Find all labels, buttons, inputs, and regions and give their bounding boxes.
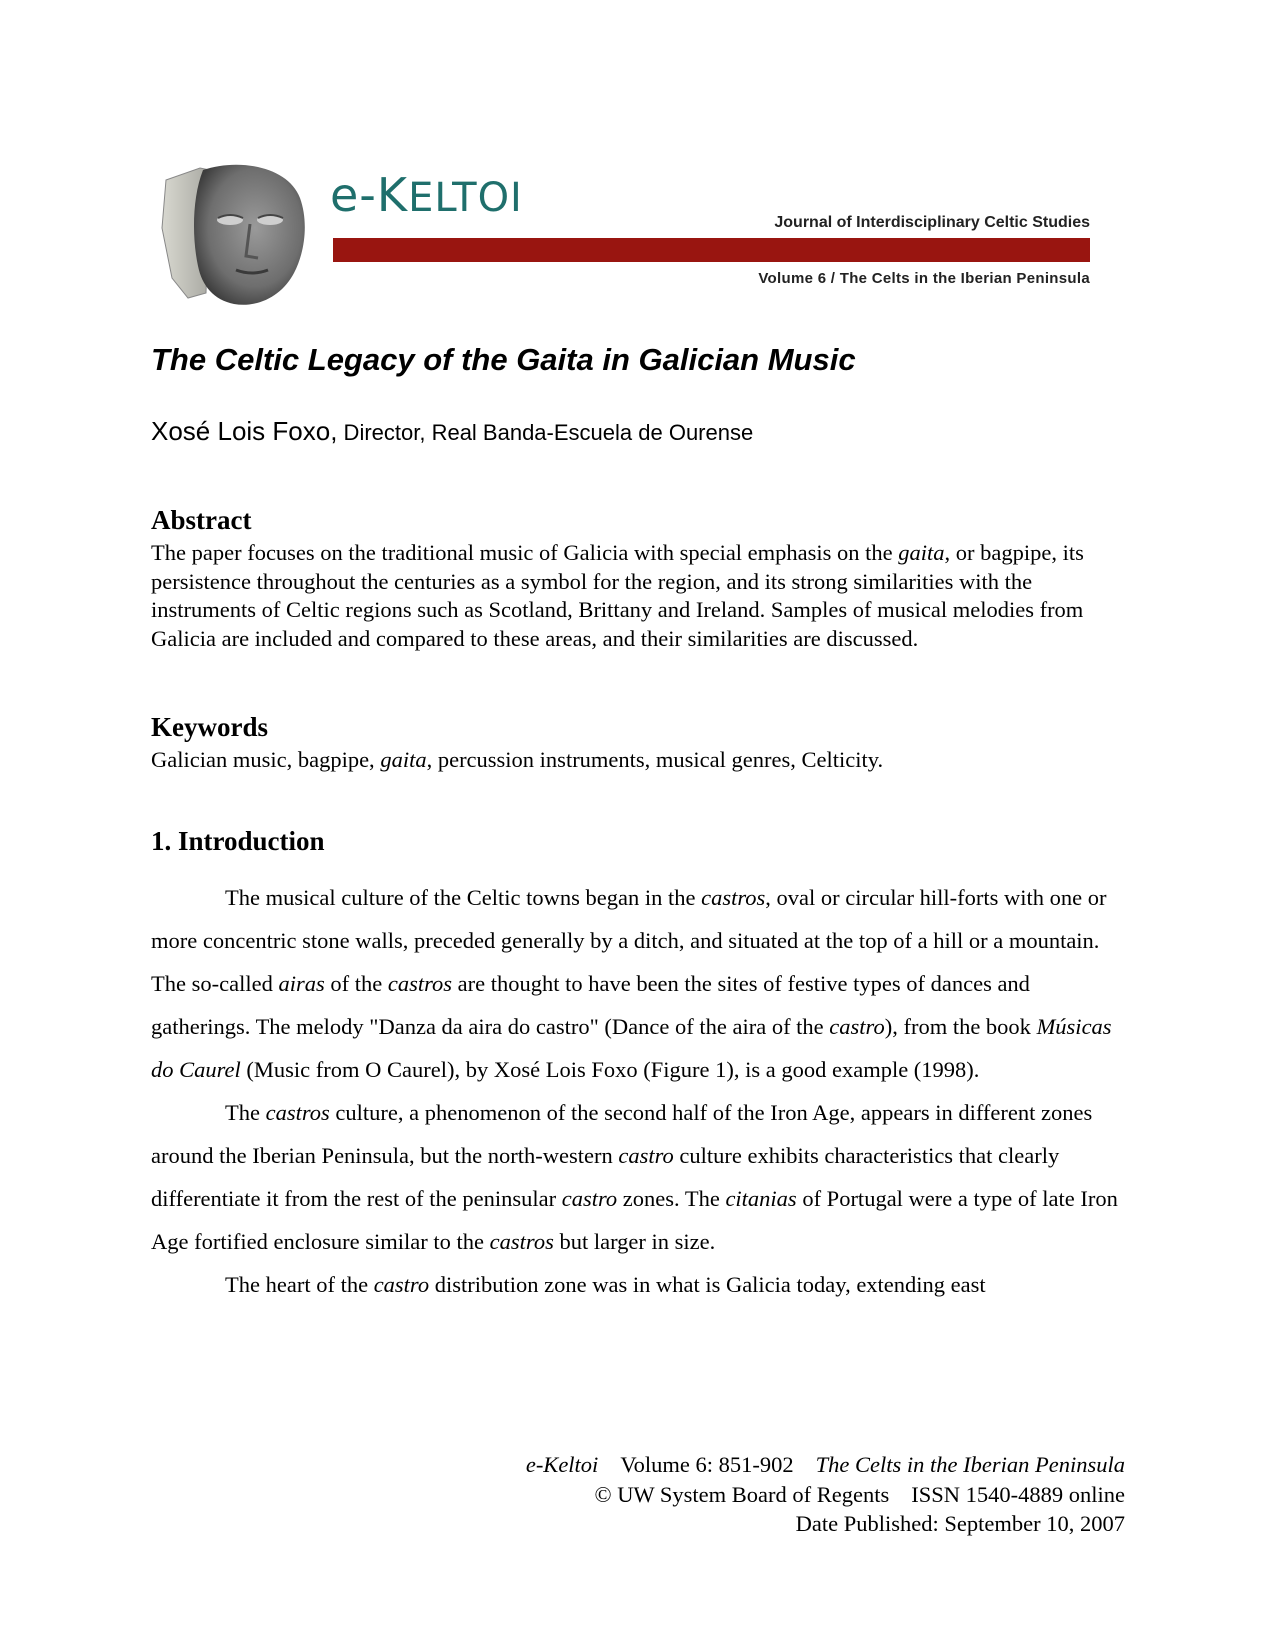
author-line xyxy=(151,416,753,447)
italic-term: castros xyxy=(265,1100,330,1125)
abstract-heading: Abstract xyxy=(151,505,252,535)
footer-copyright-line xyxy=(526,1480,1125,1510)
volume-label: Volume 6 / The Celts in the Iberian Peninsula xyxy=(758,270,1090,287)
italic-term: castro xyxy=(373,1272,430,1297)
brand-prefix: e- xyxy=(330,168,377,222)
page-footer xyxy=(526,1450,1125,1539)
keywords-text-part: Galician music, bagpipe, xyxy=(151,747,381,772)
journal-brand-logo xyxy=(330,168,523,222)
journal-name: Journal of Interdisciplinary Celtic Studies xyxy=(774,214,1090,231)
footer-copyright: © UW System Board of Regents xyxy=(594,1481,890,1507)
introduction-body xyxy=(151,876,1126,1306)
text: of Portugal were a type of late Iron Age fortified enclosure similar to the xyxy=(151,1186,1118,1254)
abstract-text-part: , or bagpipe, its persistence throughout the centuries as a symbol for the region, and its strong similarities with the instruments of Celtic regions such as Scotland, Brittany and Ireland. Samples of musical melodies from Galicia are included and compared to these areas, and their similarities are discussed. xyxy=(151,540,1084,651)
text: , oval or circular hill-forts with one or more concentric stone walls, preceded generally by a ditch, and situated at the top of a hill or a mountain. The so-called xyxy=(151,885,1107,996)
text: culture, a phenomenon of the second half of the Iron Age, appears in different zones around the Iberian Peninsula, but the north-western xyxy=(151,1100,1093,1168)
footer-issn: ISSN 1540-4889 online xyxy=(911,1481,1125,1507)
abstract-text xyxy=(151,539,1111,653)
author-name: Xosé Lois Foxo, xyxy=(151,416,338,446)
keywords-text-part: , percussion instruments, musical genres, Celticity. xyxy=(426,747,884,772)
text: zones. The xyxy=(617,1186,726,1211)
article-title: The Celtic Legacy of the Gaita in Galician Music xyxy=(151,342,856,377)
text: of the xyxy=(324,971,388,996)
keywords-text-italic: gaita xyxy=(380,747,427,772)
italic-term: airas xyxy=(278,971,325,996)
footer-volume-pages: Volume 6: 851-902 xyxy=(620,1452,794,1477)
text: The musical culture of the Celtic towns began in the xyxy=(225,885,702,910)
keywords-text xyxy=(151,746,1111,775)
abstract-text-part: The paper focuses on the traditional music of Galicia with special emphasis on the xyxy=(151,540,899,565)
text: ), from the book xyxy=(884,1014,1037,1039)
stone-head-logo-image xyxy=(158,158,318,308)
paragraph-2 xyxy=(151,1091,1126,1263)
footer-issue-title: The Celts in the Iberian Peninsula xyxy=(815,1452,1125,1477)
italic-term: castro xyxy=(561,1186,618,1211)
italic-book-title: Músicas do Caurel xyxy=(151,1014,1112,1082)
keywords-heading: Keywords xyxy=(151,712,268,742)
footer-journal: e-Keltoi xyxy=(525,1452,599,1477)
masthead-red-bar xyxy=(333,238,1090,262)
text: The heart of the xyxy=(225,1272,374,1297)
introduction-heading: 1. Introduction xyxy=(151,826,325,856)
paragraph-3 xyxy=(151,1263,1126,1306)
italic-term: castros xyxy=(489,1229,554,1254)
brand-rest: ELTOI xyxy=(408,175,523,221)
abstract-text-italic: gaita xyxy=(898,540,945,565)
italic-term: castros xyxy=(701,885,766,910)
text: culture exhibits characteristics that clearly differentiate it from the rest of the peninsular xyxy=(151,1143,1060,1211)
footer-date: Date Published: September 10, 2007 xyxy=(795,1511,1125,1536)
paragraph-1 xyxy=(151,876,1126,1091)
italic-term: castro xyxy=(829,1014,885,1039)
brand-k: K xyxy=(376,168,409,222)
italic-term: citanias xyxy=(725,1186,797,1211)
italic-term: castro xyxy=(618,1143,674,1168)
text: are thought to have been the sites of festive types of dances and gatherings. The melody "Danza da aira do castro" (Dance of the aira of the xyxy=(151,971,1030,1039)
italic-term: castros xyxy=(387,971,452,996)
author-affiliation: Director, Real Banda-Escuela de Ourense xyxy=(337,420,754,445)
text: but larger in size. xyxy=(553,1229,716,1254)
text: The xyxy=(225,1100,266,1125)
text: distribution zone was in what is Galicia today, extending east xyxy=(429,1272,986,1297)
stone-head-icon xyxy=(158,158,318,308)
footer-citation-line xyxy=(526,1450,1125,1480)
text: (Music from O Caurel), by Xosé Lois Foxo (Figure 1), is a good example (1998). xyxy=(240,1057,980,1082)
